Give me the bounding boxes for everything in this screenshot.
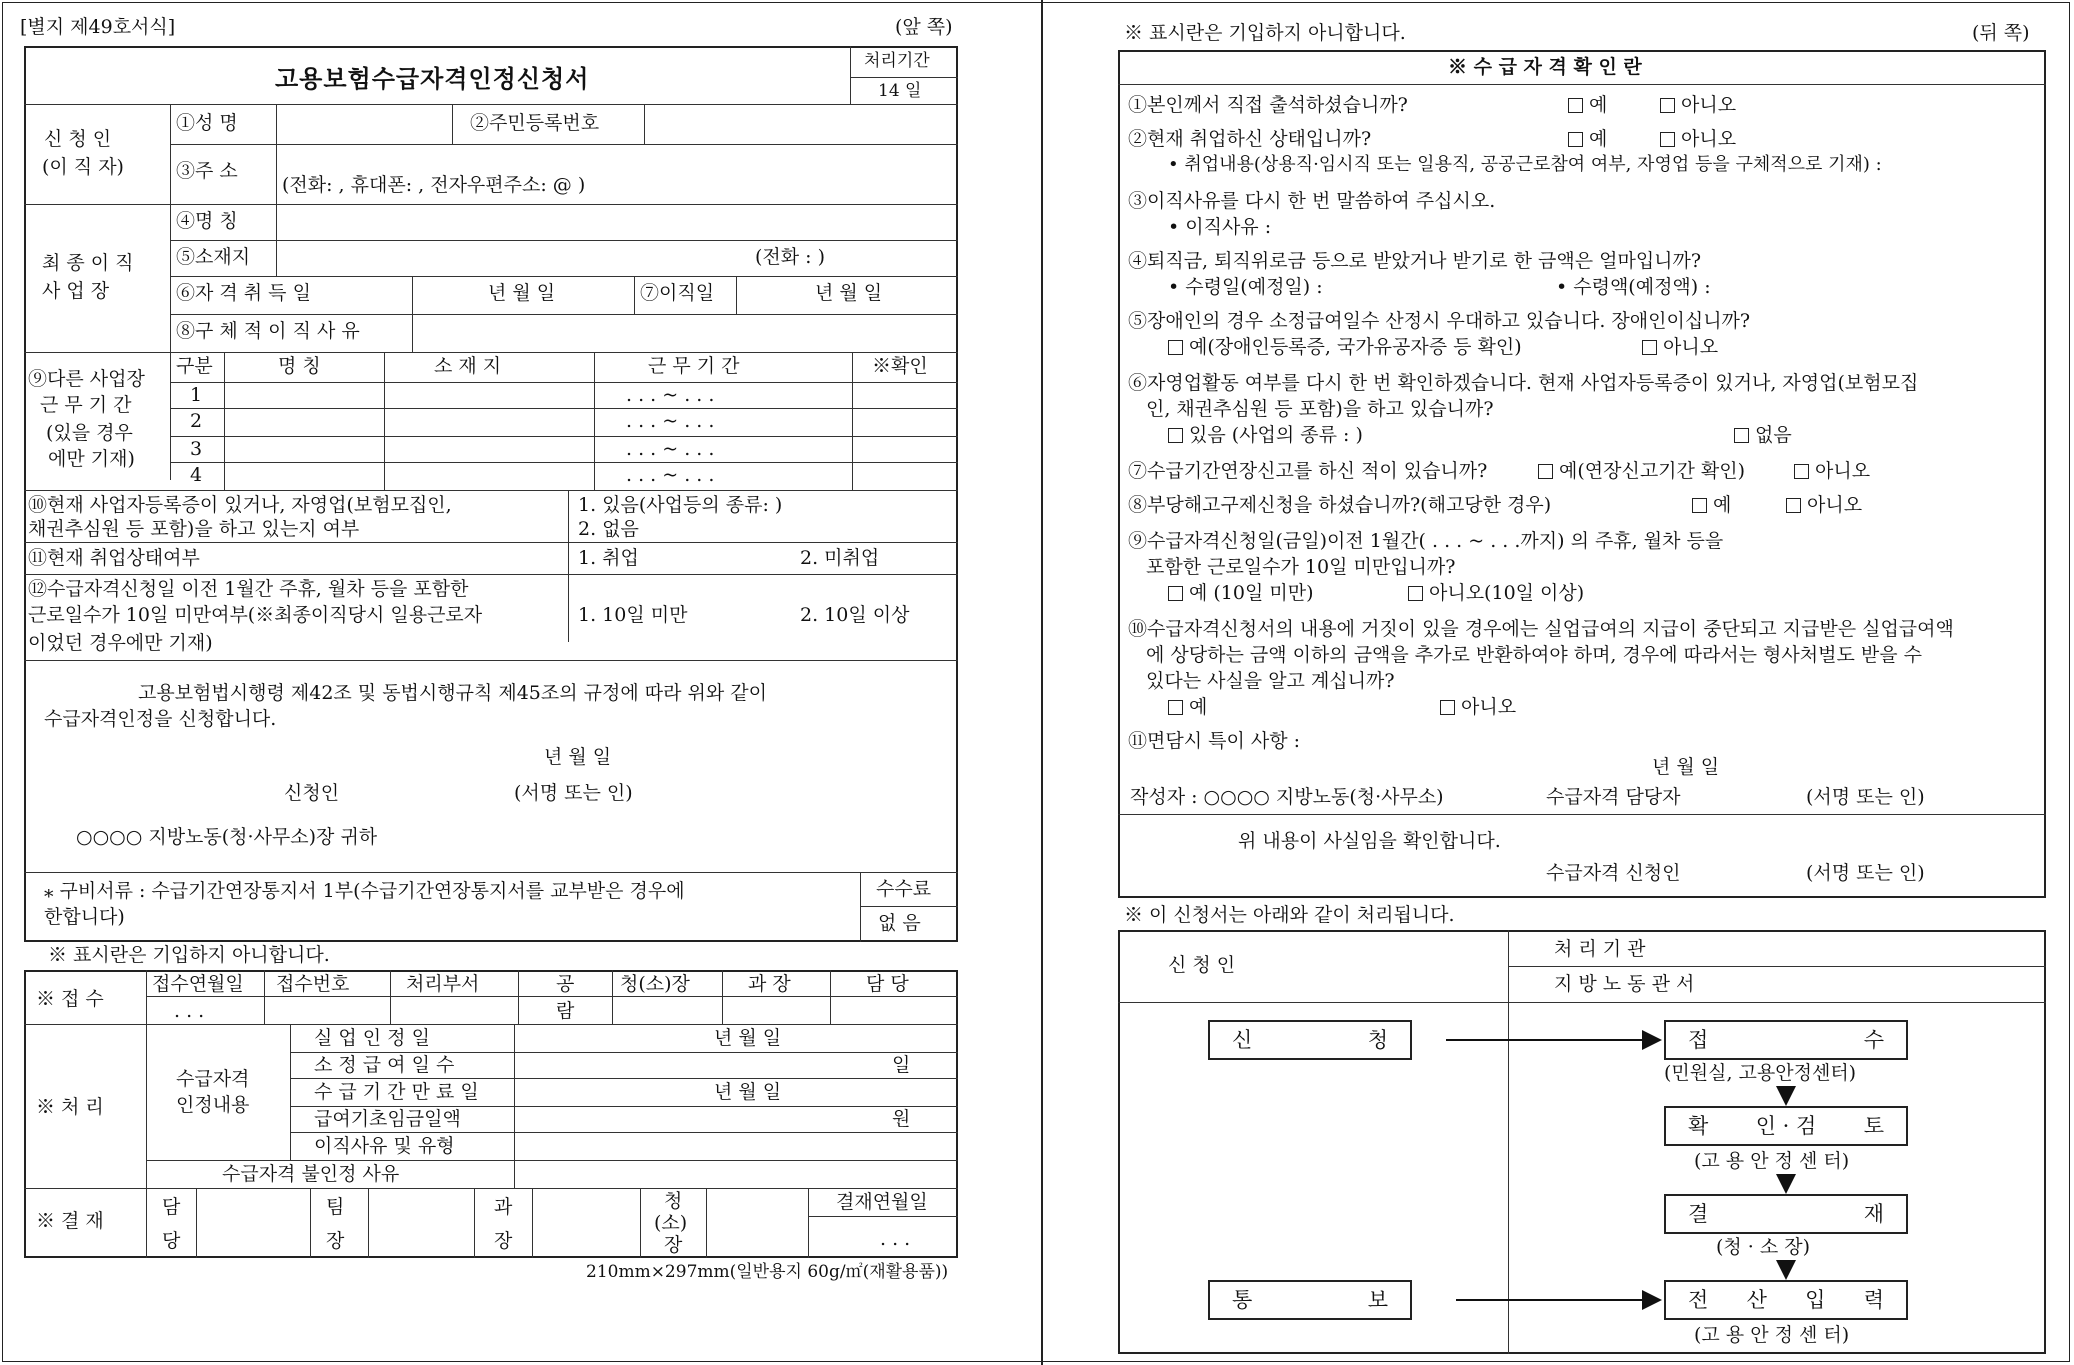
q10-false-info-line1: ⑩수급자격신청서의 내용에 거짓이 있을 경우에는 실업급여의 지급이 중단되고 지급받은 실업급여액 (1128, 618, 1954, 640)
approval-chief-2: (소) (654, 1212, 688, 1234)
front-side-label: (앞 쪽) (895, 16, 953, 38)
contact-line[interactable]: (전화: , 휴대폰: , 전자우편주소: @ ) (282, 174, 586, 196)
other-work-label-1: ⑨다른 사업장 (28, 368, 145, 390)
processing-period-value: 14 일 (878, 81, 922, 101)
q2-employed: ②현재 취업하신 상태입니까? (1128, 128, 1372, 150)
q4-receive-amount[interactable]: • 수령액(예정액) : (1556, 276, 1711, 298)
receipt-header-chief: 청(소)장 (620, 973, 690, 995)
q1-attendance: ①본인께서 직접 출석하셨습니까? (1128, 94, 1408, 116)
flow-step-receipt: 접 수 (1664, 1020, 1908, 1060)
processing-item-value[interactable]: 원 (892, 1108, 911, 1130)
q3-detail[interactable]: • 이직사유 : (1168, 216, 1272, 238)
receipt-header-number: 접수번호 (276, 973, 350, 995)
flow-step-approval: 결 재 (1664, 1194, 1908, 1234)
table-row: 2 (190, 410, 203, 432)
processing-item-label: 실 업 인 정 일 (314, 1027, 430, 1049)
back-side-label: (뒤 쪽) (1972, 22, 2030, 44)
q2-no-checkbox[interactable]: 아니오 (1660, 128, 1736, 152)
q6-no-checkbox[interactable]: 없음 (1734, 424, 1792, 448)
approval-staff-2: 당 (162, 1230, 181, 1252)
approval-staff-1: 담 (162, 1196, 181, 1218)
declaration-line1: 고용보험법시행령 제42조 및 동법시행규칙 제45조의 규정에 따라 위와 같이 (138, 682, 767, 704)
not-qualified-reason-label: 수급자격 불인정 사유 (222, 1163, 400, 1185)
q2-detail[interactable]: • 취업내용(상용직·임시직 또는 일용직, 공공근로참여 여부, 자영업 등을 구체적으로 기재) : (1168, 154, 1882, 175)
workplace-section-label: 최 종 이 직 (42, 252, 134, 274)
separation-reason-field[interactable] (414, 316, 956, 350)
processing-item-label: 소 정 급 여 일 수 (314, 1054, 455, 1076)
other-work-header-name: 명 칭 (278, 355, 321, 377)
q5-no-checkbox[interactable]: 아니오 (1642, 336, 1718, 360)
applicant-section-label: 신 청 인 (44, 128, 112, 150)
approval-label: ※ 결 재 (36, 1210, 104, 1232)
q7-yes-checkbox[interactable]: 예(연장신고기간 확인) (1538, 460, 1745, 484)
flow-agency-sub: 지 방 노 동 관 서 (1554, 973, 1695, 995)
q8-no-checkbox[interactable]: 아니오 (1786, 494, 1862, 518)
processing-item-value[interactable]: 일 (892, 1054, 911, 1076)
name-field[interactable] (278, 106, 450, 142)
q10-false-info-line2: 에 상당하는 금액 이하의 금액을 추가로 반환하여야 하며, 경우에 따라서는 형사처벌도 받을 수 (1146, 644, 1922, 666)
q10-false-info-line3: 있다는 사실을 알고 계십니까? (1146, 670, 1395, 692)
other-work-label-4: 에만 기재) (48, 448, 135, 470)
q6-yes-checkbox[interactable]: 있음 (사업의 종류 : ) (1168, 424, 1363, 448)
processing-period-label: 처리기간 (864, 51, 930, 71)
other-work-header-confirm: ※확인 (872, 355, 928, 377)
approval-team-1: 팀 (326, 1196, 345, 1218)
attachments-line2: 한합니다) (44, 906, 125, 928)
workdays-option-under[interactable]: 1. 10일 미만 (578, 604, 688, 626)
other-work-header-location: 소 재 지 (434, 355, 502, 377)
declaration-line2: 수급자격인정을 신청합니다. (44, 708, 277, 730)
flow-step-data-entry-sub: (고 용 안 정 센 터) (1694, 1324, 1850, 1346)
paper-spec: 210mm×297mm(일반용지 60g/㎡(재활용품)) (586, 1262, 949, 1282)
form-number: [별지 제49호서식] (20, 16, 176, 38)
other-work-header-period: 근 무 기 간 (648, 355, 740, 377)
approval-date-dots[interactable]: . . . (880, 1228, 911, 1250)
q1-yes-checkbox[interactable]: 예 (1568, 94, 1607, 118)
qualification-group-label-2: 인정내용 (176, 1094, 250, 1116)
q8-unfair-dismissal: ⑧부당해고구제신청을 하셨습니까?(해고당한 경우) (1128, 494, 1552, 516)
processing-item-label: 이직사유 및 유형 (314, 1135, 455, 1157)
q6-self-employment-line2: 인, 채권추심원 등 포함)을 하고 있습니까? (1146, 398, 1494, 420)
receipt-header-review-1: 공 (556, 973, 575, 995)
flow-step-review: 확 인 · 검 토 (1664, 1106, 1908, 1146)
flow-agency-header: 처 리 기 관 (1554, 938, 1646, 960)
workdays-question-line3: 이었던 경우에만 기재) (28, 632, 213, 654)
applicant-signature-label: 신청인 (284, 782, 340, 804)
processing-label: ※ 처 리 (36, 1096, 104, 1118)
table-row[interactable]: . . . ~ . . . (626, 464, 715, 486)
workdays-question-line1: ⑫수급자격신청일 이전 1월간 주휴, 월차 등을 포함한 (28, 578, 469, 600)
q9-workdays-line1: ⑨수급자격신청일(금일)이전 1월간( . . . ~ . . .까지) 의 주휴, 월차 등을 (1128, 530, 1724, 552)
other-work-label-2: 근 무 기 간 (40, 394, 132, 416)
name-label: ①성 명 (176, 112, 238, 134)
table-row: 4 (190, 464, 203, 486)
address-label: ③주 소 (176, 160, 238, 182)
table-row: 1 (190, 384, 203, 406)
acquired-date-value[interactable]: 년 월 일 (488, 282, 556, 304)
approval-manager-1: 과 (494, 1196, 513, 1218)
employment-status-employed[interactable]: 1. 취업 (578, 547, 639, 569)
officer-label: 수급자격 담당자 (1546, 786, 1681, 808)
q9-workdays-line2: 포함한 근로일수가 10일 미만입니까? (1146, 556, 1456, 578)
processing-item-value[interactable]: 년 월 일 (714, 1081, 782, 1103)
employment-status-unemployed[interactable]: 2. 미취업 (800, 547, 880, 569)
workdays-question-line2: 근로일수가 10일 미만여부(※최종이직당시 일용근로자 (28, 604, 483, 626)
flow-step-approval-sub: (청 · 소 장) (1716, 1236, 1811, 1258)
fee-value: 없 음 (878, 912, 921, 934)
q9-no-checkbox[interactable]: 아니오(10일 이상) (1408, 582, 1584, 606)
separation-reason-label: ⑧구 체 적 이 직 사 유 (176, 320, 360, 342)
process-note: ※ 이 신청서는 아래와 같이 처리됩니다. (1124, 904, 1455, 926)
self-employment-question-line2: 채권추심원 등 포함)을 하고 있는지 여부 (28, 518, 360, 540)
q7-extension: ⑦수급기간연장신고를 하신 적이 있습니까? (1128, 460, 1488, 482)
applicant-signature[interactable]: (서명 또는 인) (514, 782, 633, 804)
processing-item-label: 급여기초임금일액 (314, 1108, 461, 1130)
q11-interview-notes[interactable]: ⑪면담시 특이 사항 : (1128, 730, 1300, 752)
employment-status-label: ⑪현재 취업상태여부 (28, 547, 200, 569)
attachments-line1: ⁎ 구비서류 : 수급기간연장통지서 1부(수급기간연장통지서를 교부받은 경우에 (44, 880, 685, 902)
q3-reason: ③이직사유를 다시 한 번 말씀하여 주십시오. (1128, 190, 1496, 212)
receipt-header-department: 처리부서 (406, 973, 480, 995)
qualification-group-label-1: 수급자격 (176, 1068, 250, 1090)
self-employment-option-yes[interactable]: 1. 있음(사업등의 종류: ) (578, 494, 783, 516)
recipient-office: ○○○○ 지방노동(청·사무소)장 귀하 (76, 826, 378, 848)
self-employment-option-no[interactable]: 2. 없음 (578, 518, 639, 540)
form-title: 고용보험수급자격인정신청서 (275, 64, 590, 93)
self-employment-question-line1: ⑩현재 사업자등록증이 있거나, 자영업(보험모집인, (28, 494, 452, 516)
workplace-name-label: ④명 칭 (176, 210, 238, 232)
approval-manager-2: 장 (494, 1230, 513, 1252)
flow-step-receipt-sub: (민원실, 고용안정센터) (1664, 1062, 1857, 1084)
page-divider (1041, 0, 1043, 1365)
flow-step-review-sub: (고 용 안 정 센 터) (1694, 1150, 1850, 1172)
flow-step-data-entry: 전 산 입 력 (1664, 1280, 1908, 1320)
acquired-date-label: ⑥자 격 취 득 일 (176, 282, 311, 304)
other-work-header-no: 구분 (176, 355, 213, 377)
table-row: 3 (190, 438, 203, 460)
applicant-confirm-signature[interactable]: (서명 또는 인) (1806, 862, 1925, 884)
receipt-header-date: 접수연월일 (152, 973, 244, 995)
approval-chief-1: 청 (664, 1190, 683, 1212)
receipt-header-review-2: 람 (556, 1000, 575, 1022)
applicant-confirm-label: 수급자격 신청인 (1546, 862, 1681, 884)
q6-self-employment-line1: ⑥자영업활동 여부를 다시 한 번 확인하겠습니다. 현재 사업자등록증이 있거나, 자영업(보험모집 (1128, 372, 1919, 394)
processing-item-value[interactable]: 년 월 일 (714, 1027, 782, 1049)
back-date[interactable]: 년 월 일 (1652, 756, 1720, 778)
separation-date-value[interactable]: 년 월 일 (815, 282, 883, 304)
approval-team-2: 장 (326, 1230, 345, 1252)
other-work-label-3: (있을 경우 (46, 422, 133, 444)
officer-signature[interactable]: (서명 또는 인) (1806, 786, 1925, 808)
flow-notify-box: 통 보 (1208, 1280, 1412, 1320)
q10-yes-checkbox[interactable]: 예 (1168, 696, 1207, 720)
receipt-label: ※ 접 수 (36, 988, 104, 1010)
q4-receive-date[interactable]: • 수령일(예정일) : (1168, 276, 1323, 298)
declaration-date[interactable]: 년 월 일 (544, 746, 612, 768)
approval-date-label: 결재연월일 (836, 1191, 928, 1213)
table-row[interactable]: . . . ~ . . . (626, 438, 715, 460)
workdays-option-over[interactable]: 2. 10일 이상 (800, 604, 910, 626)
rrn-label: ②주민등록번호 (470, 112, 600, 134)
table-row[interactable]: . . . ~ . . . (626, 384, 715, 406)
q9-yes-checkbox[interactable]: 예 (10일 미만) (1168, 582, 1314, 606)
table-row[interactable]: . . . ~ . . . (626, 410, 715, 432)
qualification-check-title: ※ 수 급 자 격 확 인 란 (1448, 56, 1642, 78)
confirm-statement: 위 내용이 사실임을 확인합니다. (1238, 830, 1501, 852)
workplace-phone[interactable]: (전화 : ) (755, 246, 826, 268)
approval-chief-3: 장 (664, 1234, 683, 1256)
flow-apply-box: 신 청 (1208, 1020, 1412, 1060)
processing-item-label: 수 급 기 간 만 료 일 (314, 1081, 479, 1103)
q5-yes-checkbox[interactable]: 예(장애인등록증, 국가유공자증 등 확인) (1168, 336, 1522, 360)
receipt-header-manager: 과 장 (748, 973, 791, 995)
q10-no-checkbox[interactable]: 아니오 (1440, 696, 1516, 720)
q5-disability: ⑤장애인의 경우 소정급여일수 산정시 우대하고 있습니다. 장애인이십니까? (1128, 310, 1751, 332)
q8-yes-checkbox[interactable]: 예 (1692, 494, 1731, 518)
q1-no-checkbox[interactable]: 아니오 (1660, 94, 1736, 118)
workplace-location-label: ⑤소재지 (176, 246, 251, 268)
q7-no-checkbox[interactable]: 아니오 (1794, 460, 1870, 484)
back-office-note: ※ 표시란은 기입하지 아니합니다. (1124, 22, 1406, 44)
receipt-date-dots[interactable]: . . . (174, 1000, 205, 1022)
rrn-field[interactable] (646, 106, 956, 142)
fee-label: 수수료 (876, 878, 932, 900)
q2-yes-checkbox[interactable]: 예 (1568, 128, 1607, 152)
separation-date-label: ⑦이직일 (640, 282, 715, 304)
writer-office: 작성자 : ○○○○ 지방노동(청·사무소) (1130, 786, 1444, 808)
receipt-header-staff: 담 당 (866, 973, 909, 995)
flow-applicant-header: 신 청 인 (1168, 954, 1236, 976)
q4-severance: ④퇴직금, 퇴직위로금 등으로 받았거나 받기로 한 금액은 얼마입니까? (1128, 250, 1702, 272)
front-office-note: ※ 표시란은 기입하지 아니합니다. (48, 944, 330, 966)
applicant-section-sublabel: (이 직 자) (42, 156, 124, 178)
workplace-section-sublabel: 사 업 장 (42, 280, 110, 302)
